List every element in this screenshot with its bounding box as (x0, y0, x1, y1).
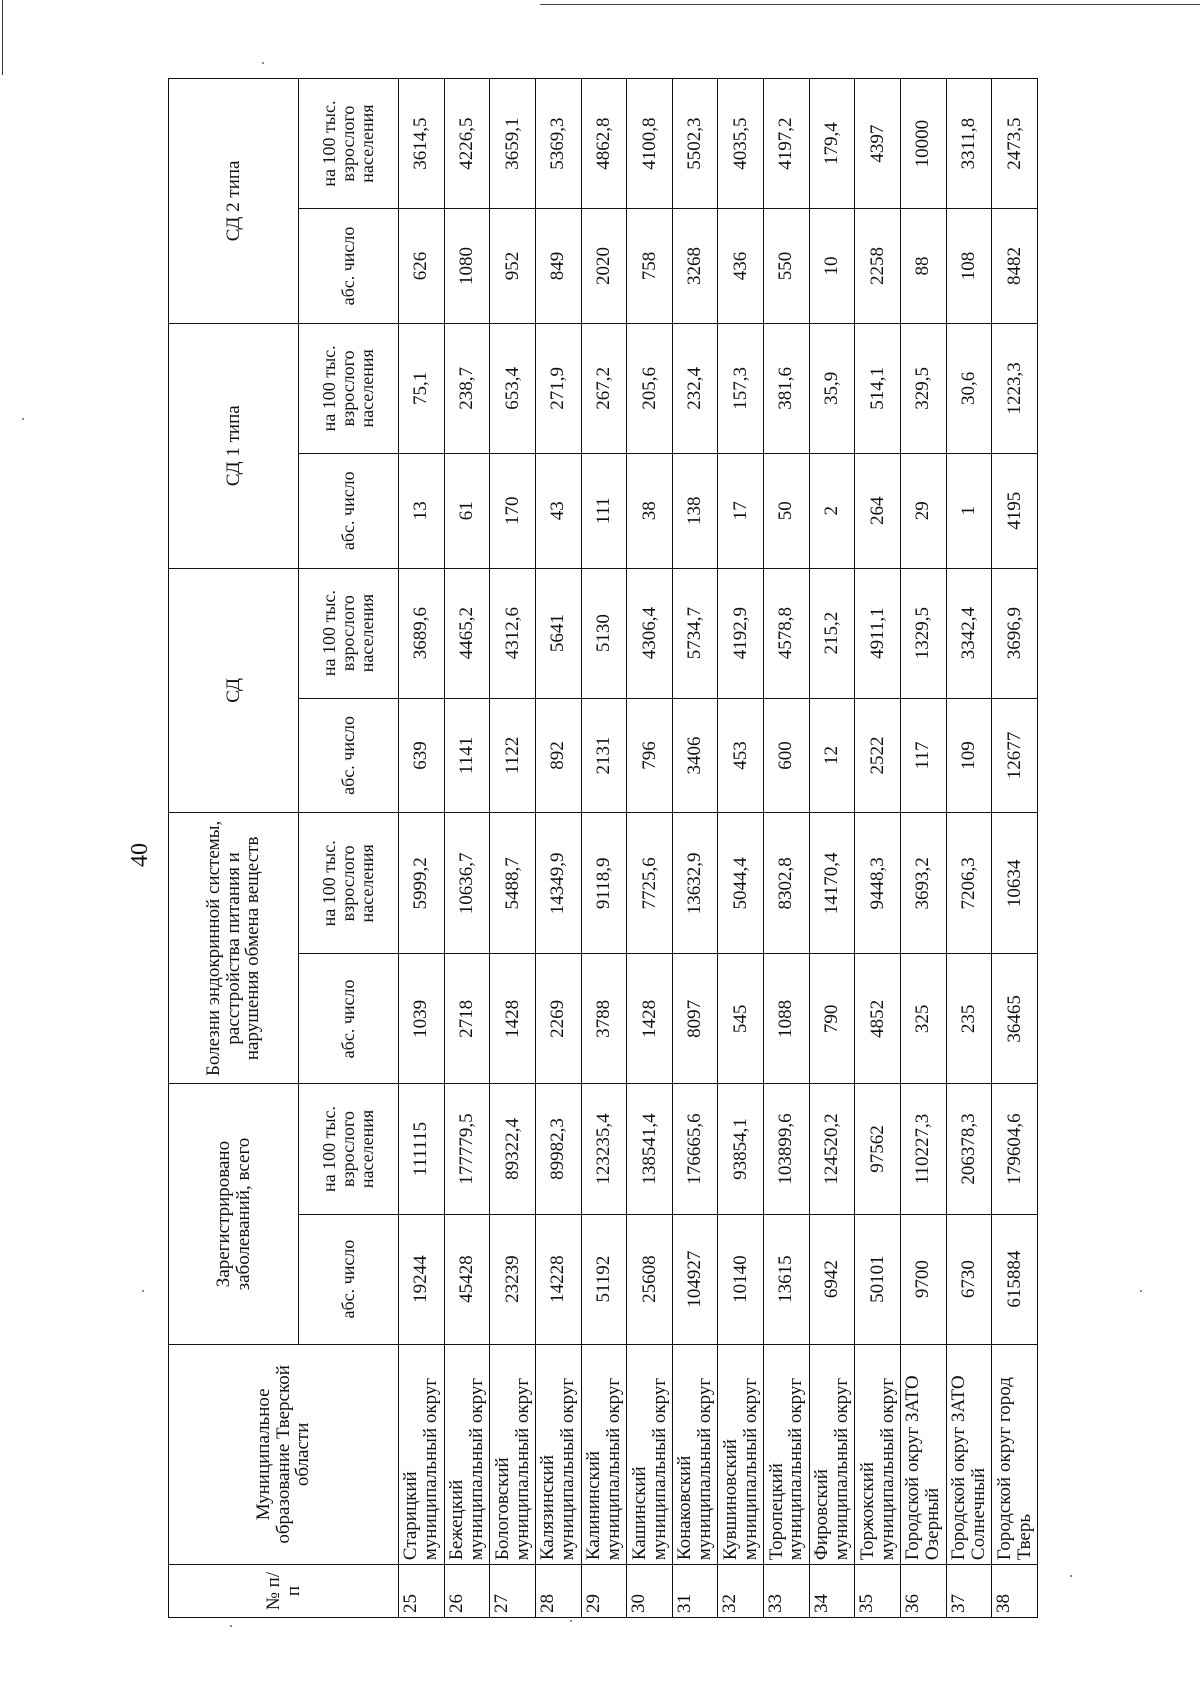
sd1-abs-cell: 111 (581, 453, 627, 568)
header-registered: Зарегистрировано заболеваний, всего (169, 1084, 299, 1344)
municipality-name-cell: Калязинский муниципальный округ (535, 1344, 581, 1564)
endocrine-abs-cell: 545 (718, 954, 764, 1084)
endocrine-abs-cell: 235 (946, 954, 992, 1084)
registered-abs-cell: 14228 (535, 1214, 581, 1344)
endocrine-rate-cell: 5488,7 (490, 813, 536, 954)
endocrine-rate-cell: 9118,9 (581, 813, 627, 954)
header-sd2-rate: на 100 тыс. взрослого населения (299, 79, 399, 209)
municipality-name-cell: Торжокский муниципальный округ (855, 1344, 901, 1564)
sd2-abs-cell: 849 (535, 209, 581, 324)
sd1-rate-cell: 205,6 (627, 323, 673, 453)
row-number-cell: 27 (490, 1565, 536, 1618)
scan-edge-top (540, 4, 1200, 5)
registered-abs-cell: 23239 (490, 1214, 536, 1344)
header-sd-abs: абс. число (299, 698, 399, 813)
sd1-abs-cell: 17 (718, 453, 764, 568)
endocrine-abs-cell: 1428 (490, 954, 536, 1084)
row-number-cell: 36 (901, 1565, 947, 1618)
sd1-abs-cell: 170 (490, 453, 536, 568)
endocrine-rate-cell: 7206,3 (946, 813, 992, 954)
row-number-cell: 31 (672, 1565, 718, 1618)
sd-abs-cell: 600 (764, 698, 810, 813)
sd1-abs-cell: 13 (399, 453, 445, 568)
row-number-cell: 26 (444, 1565, 490, 1618)
registered-abs-cell: 9700 (901, 1214, 947, 1344)
row-number-cell: 29 (581, 1565, 627, 1618)
endocrine-rate-cell: 14349,9 (535, 813, 581, 954)
table-row (535, 79, 581, 1618)
header-sd-rate: на 100 тыс. взрослого населения (299, 568, 399, 698)
registered-abs-cell: 13615 (764, 1214, 810, 1344)
sd-rate-cell: 3342,4 (946, 568, 992, 698)
rotated-page (120, 80, 1140, 1630)
header-endocrine: Болезни эндокринной системы, расстройства питания и нарушения обмена веществ (169, 813, 299, 1084)
sd-abs-cell: 3406 (672, 698, 718, 813)
registered-abs-cell: 45428 (444, 1214, 490, 1344)
sd-rate-cell: 4306,4 (627, 568, 673, 698)
sd2-abs-cell: 626 (399, 209, 445, 324)
endocrine-abs-cell: 325 (901, 954, 947, 1084)
municipality-name-cell: Калининский муниципальный округ (581, 1344, 627, 1564)
sd2-abs-cell: 8482 (992, 209, 1038, 324)
endocrine-abs-cell: 1428 (627, 954, 673, 1084)
sd-abs-cell: 2131 (581, 698, 627, 813)
sd-rate-cell: 5734,7 (672, 568, 718, 698)
municipality-name-cell: Бологовский муниципальный округ (490, 1344, 536, 1564)
registered-rate-cell: 93854,1 (718, 1084, 764, 1214)
sd2-abs-cell: 952 (490, 209, 536, 324)
sd1-abs-cell: 38 (627, 453, 673, 568)
sd-abs-cell: 12677 (992, 698, 1038, 813)
sd2-rate-cell: 4226,5 (444, 79, 490, 209)
header-end-abs: абс. число (299, 954, 399, 1084)
municipality-name-cell: Городской округ ЗАТО Солнечный (946, 1344, 992, 1564)
sd-rate-cell: 4192,9 (718, 568, 764, 698)
sd1-abs-cell: 1 (946, 453, 992, 568)
sd-abs-cell: 1122 (490, 698, 536, 813)
table-row (992, 79, 1038, 1618)
sd-rate-cell: 215,2 (809, 568, 855, 698)
municipality-name-cell: Городской округ ЗАТО Озерный (901, 1344, 947, 1564)
sd2-rate-cell: 179,4 (809, 79, 855, 209)
sd2-rate-cell: 4862,8 (581, 79, 627, 209)
sd1-rate-cell: 157,3 (718, 323, 764, 453)
header-reg-abs: абс. число (299, 1214, 399, 1344)
sd1-rate-cell: 35,9 (809, 323, 855, 453)
sd2-abs-cell: 3268 (672, 209, 718, 324)
sd1-rate-cell: 30,6 (946, 323, 992, 453)
endocrine-abs-cell: 36465 (992, 954, 1038, 1084)
table-row (444, 79, 490, 1618)
header-sd: СД (169, 568, 299, 813)
sd1-rate-cell: 267,2 (581, 323, 627, 453)
endocrine-abs-cell: 1039 (399, 954, 445, 1084)
endocrine-abs-cell: 1088 (764, 954, 810, 1084)
sd-abs-cell: 109 (946, 698, 992, 813)
registered-abs-cell: 51192 (581, 1214, 627, 1344)
row-number-cell: 32 (718, 1565, 764, 1618)
header-end-rate: на 100 тыс. взрослого населения (299, 813, 399, 954)
header-sd2: СД 2 типа (169, 79, 299, 324)
sd2-abs-cell: 108 (946, 209, 992, 324)
registered-rate-cell: 123235,4 (581, 1084, 627, 1214)
row-number-cell: 34 (809, 1565, 855, 1618)
table-row (901, 79, 947, 1618)
municipality-name-cell: Старицкий муниципальный округ (399, 1344, 445, 1564)
sd2-abs-cell: 550 (764, 209, 810, 324)
registered-abs-cell: 25608 (627, 1214, 673, 1344)
sd1-rate-cell: 271,9 (535, 323, 581, 453)
sd-abs-cell: 453 (718, 698, 764, 813)
sd-abs-cell: 639 (399, 698, 445, 813)
endocrine-rate-cell: 10634 (992, 813, 1038, 954)
page-number: 40 (127, 843, 153, 867)
sd1-rate-cell: 232,4 (672, 323, 718, 453)
sd-abs-cell: 12 (809, 698, 855, 813)
sd1-rate-cell: 238,7 (444, 323, 490, 453)
header-num: № п/п (169, 1565, 399, 1618)
registered-rate-cell: 89982,3 (535, 1084, 581, 1214)
sd2-rate-cell: 4035,5 (718, 79, 764, 209)
sd1-abs-cell: 50 (764, 453, 810, 568)
endocrine-rate-cell: 14170,4 (809, 813, 855, 954)
sd-abs-cell: 892 (535, 698, 581, 813)
municipality-name-cell: Конаковский муниципальный округ (672, 1344, 718, 1564)
endocrine-abs-cell: 2718 (444, 954, 490, 1084)
sd1-rate-cell: 75,1 (399, 323, 445, 453)
sd1-abs-cell: 29 (901, 453, 947, 568)
endocrine-abs-cell: 8097 (672, 954, 718, 1084)
sd-rate-cell: 4312,6 (490, 568, 536, 698)
endocrine-abs-cell: 2269 (535, 954, 581, 1084)
sd-rate-cell: 4911,1 (855, 568, 901, 698)
table-row (581, 79, 627, 1618)
registered-rate-cell: 124520,2 (809, 1084, 855, 1214)
registered-rate-cell: 138541,4 (627, 1084, 673, 1214)
table-row (490, 79, 536, 1618)
sd-rate-cell: 4578,8 (764, 568, 810, 698)
registered-rate-cell: 176665,6 (672, 1084, 718, 1214)
registered-rate-cell: 103899,6 (764, 1084, 810, 1214)
registered-abs-cell: 615884 (992, 1214, 1038, 1344)
scan-speck (22, 418, 24, 420)
registered-abs-cell: 6942 (809, 1214, 855, 1344)
sd2-rate-cell: 5369,3 (535, 79, 581, 209)
registered-rate-cell: 89322,4 (490, 1084, 536, 1214)
sd2-abs-cell: 10 (809, 209, 855, 324)
table-row (399, 79, 445, 1618)
endocrine-rate-cell: 5999,2 (399, 813, 445, 954)
row-number-cell: 33 (764, 1565, 810, 1618)
sd-abs-cell: 117 (901, 698, 947, 813)
registered-rate-cell: 110227,3 (901, 1084, 947, 1214)
municipality-name-cell: Кувшиновский муниципальный округ (718, 1344, 764, 1564)
sd1-rate-cell: 1223,3 (992, 323, 1038, 453)
sd1-rate-cell: 514,1 (855, 323, 901, 453)
header-row-1 (169, 79, 299, 1618)
header-sd1-rate: на 100 тыс. взрослого населения (299, 323, 399, 453)
endocrine-rate-cell: 13632,9 (672, 813, 718, 954)
sd2-abs-cell: 436 (718, 209, 764, 324)
sd-rate-cell: 3689,6 (399, 568, 445, 698)
row-number-cell: 28 (535, 1565, 581, 1618)
sd-rate-cell: 5130 (581, 568, 627, 698)
sd-rate-cell: 5641 (535, 568, 581, 698)
endocrine-rate-cell: 10636,7 (444, 813, 490, 954)
morbidity-table (168, 78, 1038, 1618)
table-body (399, 79, 1038, 1618)
endocrine-rate-cell: 5044,4 (718, 813, 764, 954)
sd1-abs-cell: 61 (444, 453, 490, 568)
sd2-abs-cell: 2258 (855, 209, 901, 324)
header-municipality: Муниципальное образование Тверской области (169, 1344, 399, 1564)
sd2-abs-cell: 2020 (581, 209, 627, 324)
table-row (809, 79, 855, 1618)
sd-abs-cell: 1141 (444, 698, 490, 813)
endocrine-abs-cell: 790 (809, 954, 855, 1084)
endocrine-abs-cell: 3788 (581, 954, 627, 1084)
endocrine-abs-cell: 4852 (855, 954, 901, 1084)
municipality-name-cell: Торопецкий муниципальный округ (764, 1344, 810, 1564)
sd2-rate-cell: 3311,8 (946, 79, 992, 209)
sd1-rate-cell: 329,5 (901, 323, 947, 453)
sd2-abs-cell: 88 (901, 209, 947, 324)
table-row (672, 79, 718, 1618)
table-row (855, 79, 901, 1618)
table-row (764, 79, 810, 1618)
table-row (627, 79, 673, 1618)
sd2-rate-cell: 5502,3 (672, 79, 718, 209)
sd2-rate-cell: 4197,2 (764, 79, 810, 209)
registered-rate-cell: 177779,5 (444, 1084, 490, 1214)
registered-rate-cell: 206378,3 (946, 1084, 992, 1214)
registered-abs-cell: 19244 (399, 1214, 445, 1344)
registered-rate-cell: 111115 (399, 1084, 445, 1214)
registered-abs-cell: 6730 (946, 1214, 992, 1344)
sd2-rate-cell: 2473,5 (992, 79, 1038, 209)
registered-abs-cell: 10140 (718, 1214, 764, 1344)
scan-edge-left (2, 0, 3, 75)
sd1-abs-cell: 138 (672, 453, 718, 568)
sd-abs-cell: 2522 (855, 698, 901, 813)
header-sd2-abs: абс. число (299, 209, 399, 324)
header-sd1: СД 1 типа (169, 323, 299, 568)
registered-rate-cell: 97562 (855, 1084, 901, 1214)
scan-speck (1140, 1290, 1142, 1292)
sd1-abs-cell: 43 (535, 453, 581, 568)
municipality-name-cell: Фировский муниципальный округ (809, 1344, 855, 1564)
row-number-cell: 37 (946, 1565, 992, 1618)
row-number-cell: 38 (992, 1565, 1038, 1618)
sd1-abs-cell: 4195 (992, 453, 1038, 568)
sd1-rate-cell: 653,4 (490, 323, 536, 453)
sd2-rate-cell: 4100,8 (627, 79, 673, 209)
municipality-name-cell: Бежецкий муниципальный округ (444, 1344, 490, 1564)
endocrine-rate-cell: 9448,3 (855, 813, 901, 954)
table-row (946, 79, 992, 1618)
row-number-cell: 30 (627, 1565, 673, 1618)
sd2-abs-cell: 1080 (444, 209, 490, 324)
row-number-cell: 25 (399, 1565, 445, 1618)
registered-rate-cell: 179604,6 (992, 1084, 1038, 1214)
sd-rate-cell: 1329,5 (901, 568, 947, 698)
sd2-rate-cell: 3614,5 (399, 79, 445, 209)
sd-rate-cell: 4465,2 (444, 568, 490, 698)
sd2-rate-cell: 4397 (855, 79, 901, 209)
endocrine-rate-cell: 8302,8 (764, 813, 810, 954)
endocrine-rate-cell: 3693,2 (901, 813, 947, 954)
table-row (718, 79, 764, 1618)
sd2-abs-cell: 758 (627, 209, 673, 324)
scan-speck (262, 62, 264, 64)
sd1-abs-cell: 2 (809, 453, 855, 568)
sd1-abs-cell: 264 (855, 453, 901, 568)
sd-rate-cell: 3696,9 (992, 568, 1038, 698)
endocrine-rate-cell: 7725,6 (627, 813, 673, 954)
registered-abs-cell: 50101 (855, 1214, 901, 1344)
sd1-rate-cell: 381,6 (764, 323, 810, 453)
municipality-name-cell: Кашинский муниципальный округ (627, 1344, 673, 1564)
header-reg-rate: на 100 тыс. взрослого населения (299, 1084, 399, 1214)
sd2-rate-cell: 10000 (901, 79, 947, 209)
registered-abs-cell: 104927 (672, 1214, 718, 1344)
row-number-cell: 35 (855, 1565, 901, 1618)
sd2-rate-cell: 3659,1 (490, 79, 536, 209)
municipality-name-cell: Городской округ город Тверь (992, 1344, 1038, 1564)
sd-abs-cell: 796 (627, 698, 673, 813)
header-sd1-abs: абс. число (299, 453, 399, 568)
